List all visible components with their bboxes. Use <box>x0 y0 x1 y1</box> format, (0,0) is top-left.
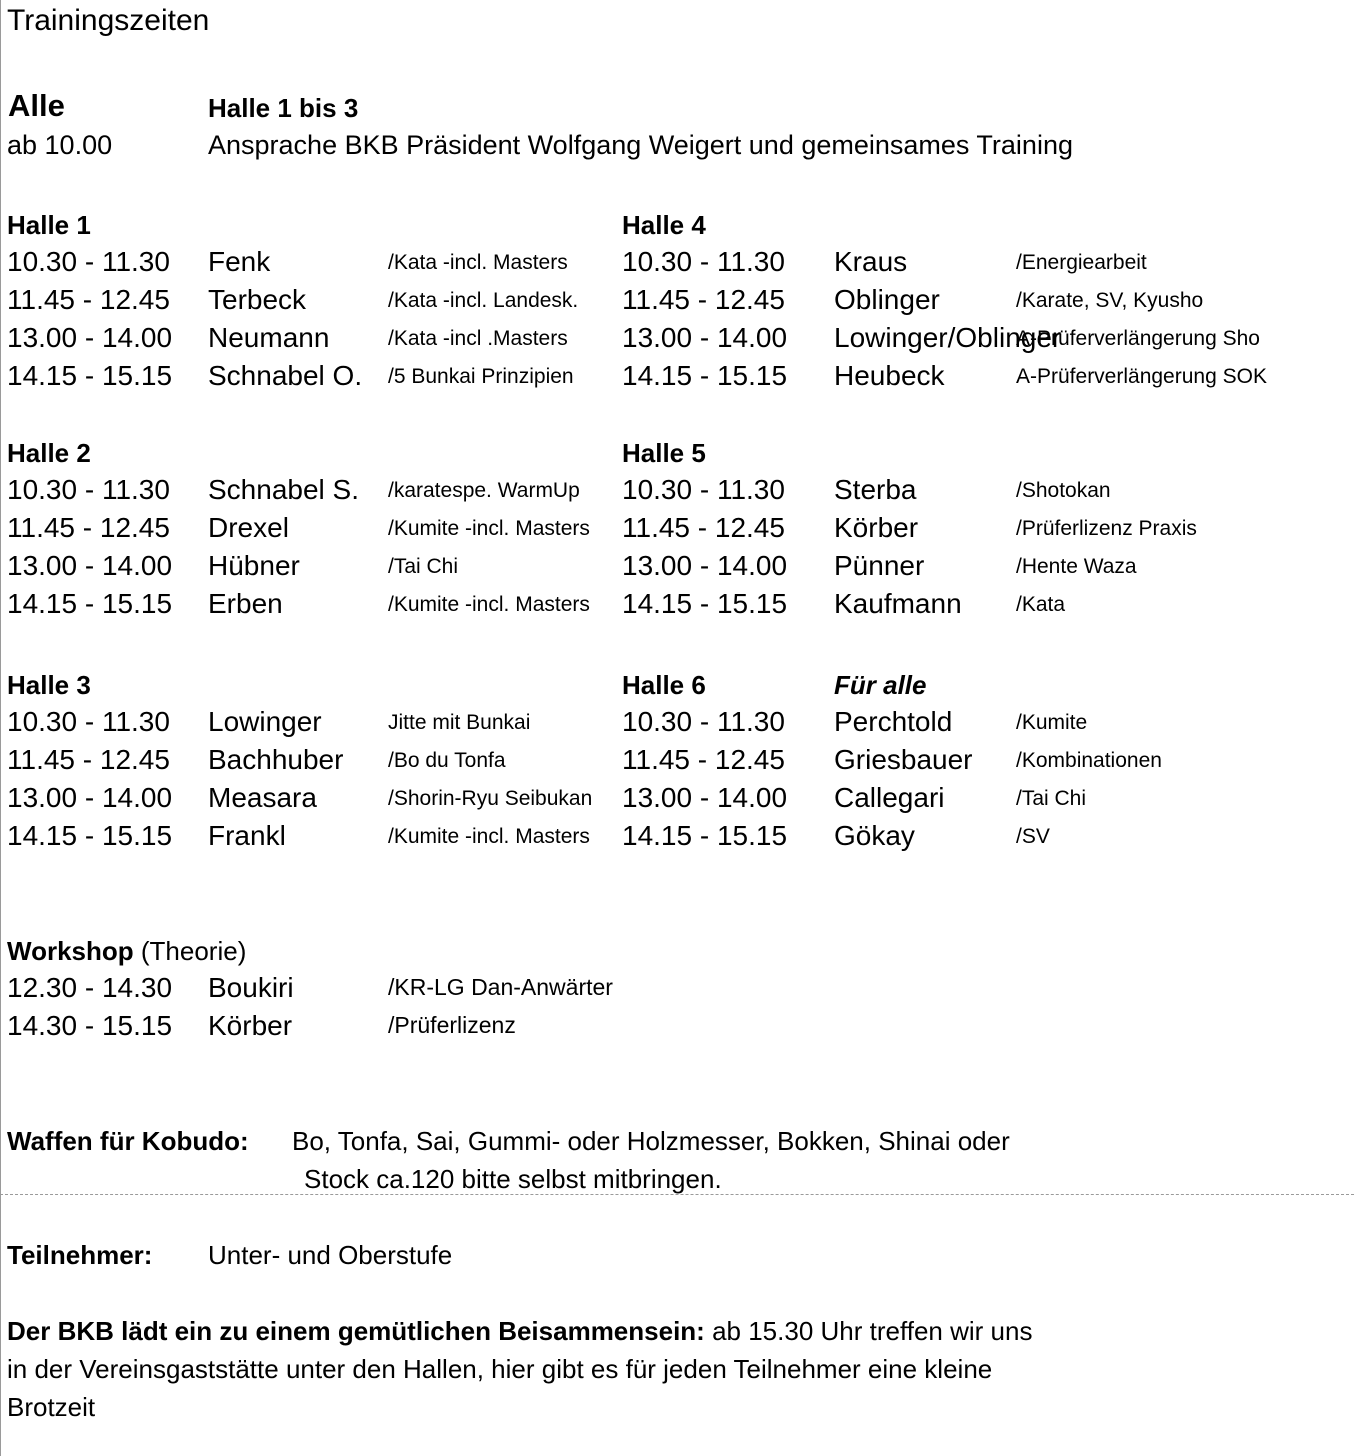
session-trainer: Schnabel O. <box>208 360 363 391</box>
session-trainer: Körber <box>834 512 919 543</box>
hall-heading: Halle 3 <box>7 670 91 700</box>
session-trainer: Hübner <box>208 550 300 581</box>
workshop-topic: /KR-LG Dan-Anwärter <box>388 974 613 1000</box>
session-time: 13.00 - 14.00 <box>7 550 173 581</box>
session-time: 10.30 - 11.30 <box>622 246 785 277</box>
session-topic: /Kata <box>1016 593 1066 616</box>
hall-heading: Halle 1 <box>7 210 91 240</box>
session-time: 10.30 - 11.30 <box>622 474 785 505</box>
workshop-label: Workshop <box>7 936 134 966</box>
session-time: 13.00 - 14.00 <box>7 782 173 813</box>
session-trainer: Lowinger/Oblinger <box>834 322 1062 353</box>
session-topic: /Karate, SV, Kyusho <box>1016 289 1204 312</box>
session-topic: /Hente Waza <box>1016 555 1137 578</box>
participants-label: Teilnehmer: <box>7 1240 153 1270</box>
session-topic: /Energiearbeit <box>1016 251 1147 274</box>
session-trainer: Heubeck <box>834 360 945 391</box>
hall-heading: Halle 6 <box>622 670 706 700</box>
session-trainer: Griesbauer <box>834 744 973 775</box>
session-topic: /Kata -incl .Masters <box>388 327 568 350</box>
participants-value: Unter- und Oberstufe <box>208 1240 453 1270</box>
session-trainer: Callegari <box>834 782 945 813</box>
session-time: 14.15 - 15.15 <box>622 360 788 391</box>
closing-bold: Der BKB lädt ein zu einem gemütlichen Beisammensein: <box>7 1316 705 1346</box>
weapons-label: Waffen für Kobudo: <box>7 1126 249 1156</box>
closing-line3: Brotzeit <box>7 1392 96 1422</box>
session-time: 11.45 - 12.45 <box>7 284 170 315</box>
workshop-trainer: Boukiri <box>208 972 294 1003</box>
closing-text1: ab 15.30 Uhr treffen wir uns <box>712 1316 1033 1346</box>
closing-line1 <box>7 1318 1032 1344</box>
workshop-sub: (Theorie) <box>140 936 247 966</box>
session-trainer: Kraus <box>834 246 908 277</box>
session-topic: /Shotokan <box>1016 479 1111 502</box>
intro-text: Ansprache BKB Präsident Wolfgang Weigert und gemeinsames Training <box>208 130 1073 160</box>
hall-heading: Halle 2 <box>7 438 91 468</box>
session-time: 14.15 - 15.15 <box>7 820 173 851</box>
session-time: 11.45 - 12.45 <box>622 284 785 315</box>
weapons-line2: Stock ca.120 bitte selbst mitbringen. <box>304 1164 722 1194</box>
session-trainer: Oblinger <box>834 284 940 315</box>
session-topic: /5 Bunkai Prinzipien <box>388 365 574 388</box>
session-time: 14.15 - 15.15 <box>622 588 788 619</box>
session-topic: /SV <box>1016 825 1050 848</box>
workshop-time: 14.30 - 15.15 <box>7 1010 173 1041</box>
session-time: 11.45 - 12.45 <box>622 744 785 775</box>
session-topic: A-Prüferverlängerung Sho <box>1016 327 1260 350</box>
session-topic: Jitte mit Bunkai <box>388 711 531 734</box>
session-trainer: Fenk <box>208 246 271 277</box>
session-trainer: Neumann <box>208 322 330 353</box>
page-title: Trainingszeiten <box>7 4 210 37</box>
session-topic: /Kumite <box>1016 711 1088 734</box>
workshop-heading <box>7 938 246 964</box>
workshop-time: 12.30 - 14.30 <box>7 972 173 1003</box>
session-trainer: Measara <box>208 782 317 813</box>
session-time: 14.15 - 15.15 <box>7 588 173 619</box>
session-topic: /Tai Chi <box>388 555 459 578</box>
session-trainer: Kaufmann <box>834 588 962 619</box>
session-trainer: Sterba <box>834 474 917 505</box>
session-trainer: Pünner <box>834 550 925 581</box>
session-time: 14.15 - 15.15 <box>622 820 788 851</box>
hall-heading: Halle 5 <box>622 438 706 468</box>
session-topic: /Kumite -incl. Masters <box>388 517 590 540</box>
session-topic: A-Prüferverlängerung SOK <box>1016 365 1267 388</box>
session-trainer: Gökay <box>834 820 915 851</box>
session-topic: /Kata -incl. Masters <box>388 251 568 274</box>
session-trainer: Lowinger <box>208 706 322 737</box>
session-time: 14.15 - 15.15 <box>7 360 173 391</box>
session-trainer: Terbeck <box>208 284 307 315</box>
session-time: 11.45 - 12.45 <box>7 512 170 543</box>
session-time: 10.30 - 11.30 <box>622 706 785 737</box>
session-trainer: Schnabel S. <box>208 474 359 505</box>
session-trainer: Erben <box>208 588 283 619</box>
session-time: 11.45 - 12.45 <box>622 512 785 543</box>
session-time: 13.00 - 14.00 <box>622 550 788 581</box>
session-trainer: Frankl <box>208 820 286 851</box>
weapons-line1: Bo, Tonfa, Sai, Gummi- oder Holzmesser, Bokken, Shinai oder <box>292 1126 1010 1156</box>
session-topic: /Kumite -incl. Masters <box>388 593 590 616</box>
intro-halls: Halle 1 bis 3 <box>208 93 359 123</box>
session-time: 10.30 - 11.30 <box>7 474 170 505</box>
session-time: 10.30 - 11.30 <box>7 246 170 277</box>
session-topic: /Bo du Tonfa <box>388 749 506 772</box>
session-time: 11.45 - 12.45 <box>7 744 170 775</box>
left-border-line <box>0 0 1 1456</box>
session-time: 13.00 - 14.00 <box>622 322 788 353</box>
intro-label: Alle <box>8 88 65 123</box>
session-topic: /Prüferlizenz Praxis <box>1016 517 1197 540</box>
session-topic: /Kumite -incl. Masters <box>388 825 590 848</box>
session-time: 10.30 - 11.30 <box>7 706 170 737</box>
workshop-topic: /Prüferlizenz <box>388 1012 516 1038</box>
closing-line2: in der Vereinsgaststätte unter den Hallen, hier gibt es für jeden Teilnehmer eine kleine <box>7 1354 993 1384</box>
session-topic: /Tai Chi <box>1016 787 1087 810</box>
page-break-line <box>0 1194 1354 1195</box>
session-topic: /Kata -incl. Landesk. <box>388 289 579 312</box>
workshop-trainer: Körber <box>208 1010 293 1041</box>
session-trainer: Perchtold <box>834 706 953 737</box>
intro-time: ab 10.00 <box>7 130 113 160</box>
hall-note: Für alle <box>834 670 927 700</box>
session-topic: /karatespe. WarmUp <box>388 479 580 502</box>
session-topic: /Shorin-Ryu Seibukan <box>388 787 593 810</box>
hall-heading: Halle 4 <box>622 210 706 240</box>
session-time: 13.00 - 14.00 <box>622 782 788 813</box>
session-time: 13.00 - 14.00 <box>7 322 173 353</box>
session-trainer: Bachhuber <box>208 744 344 775</box>
session-trainer: Drexel <box>208 512 289 543</box>
session-topic: /Kombinationen <box>1016 749 1162 772</box>
